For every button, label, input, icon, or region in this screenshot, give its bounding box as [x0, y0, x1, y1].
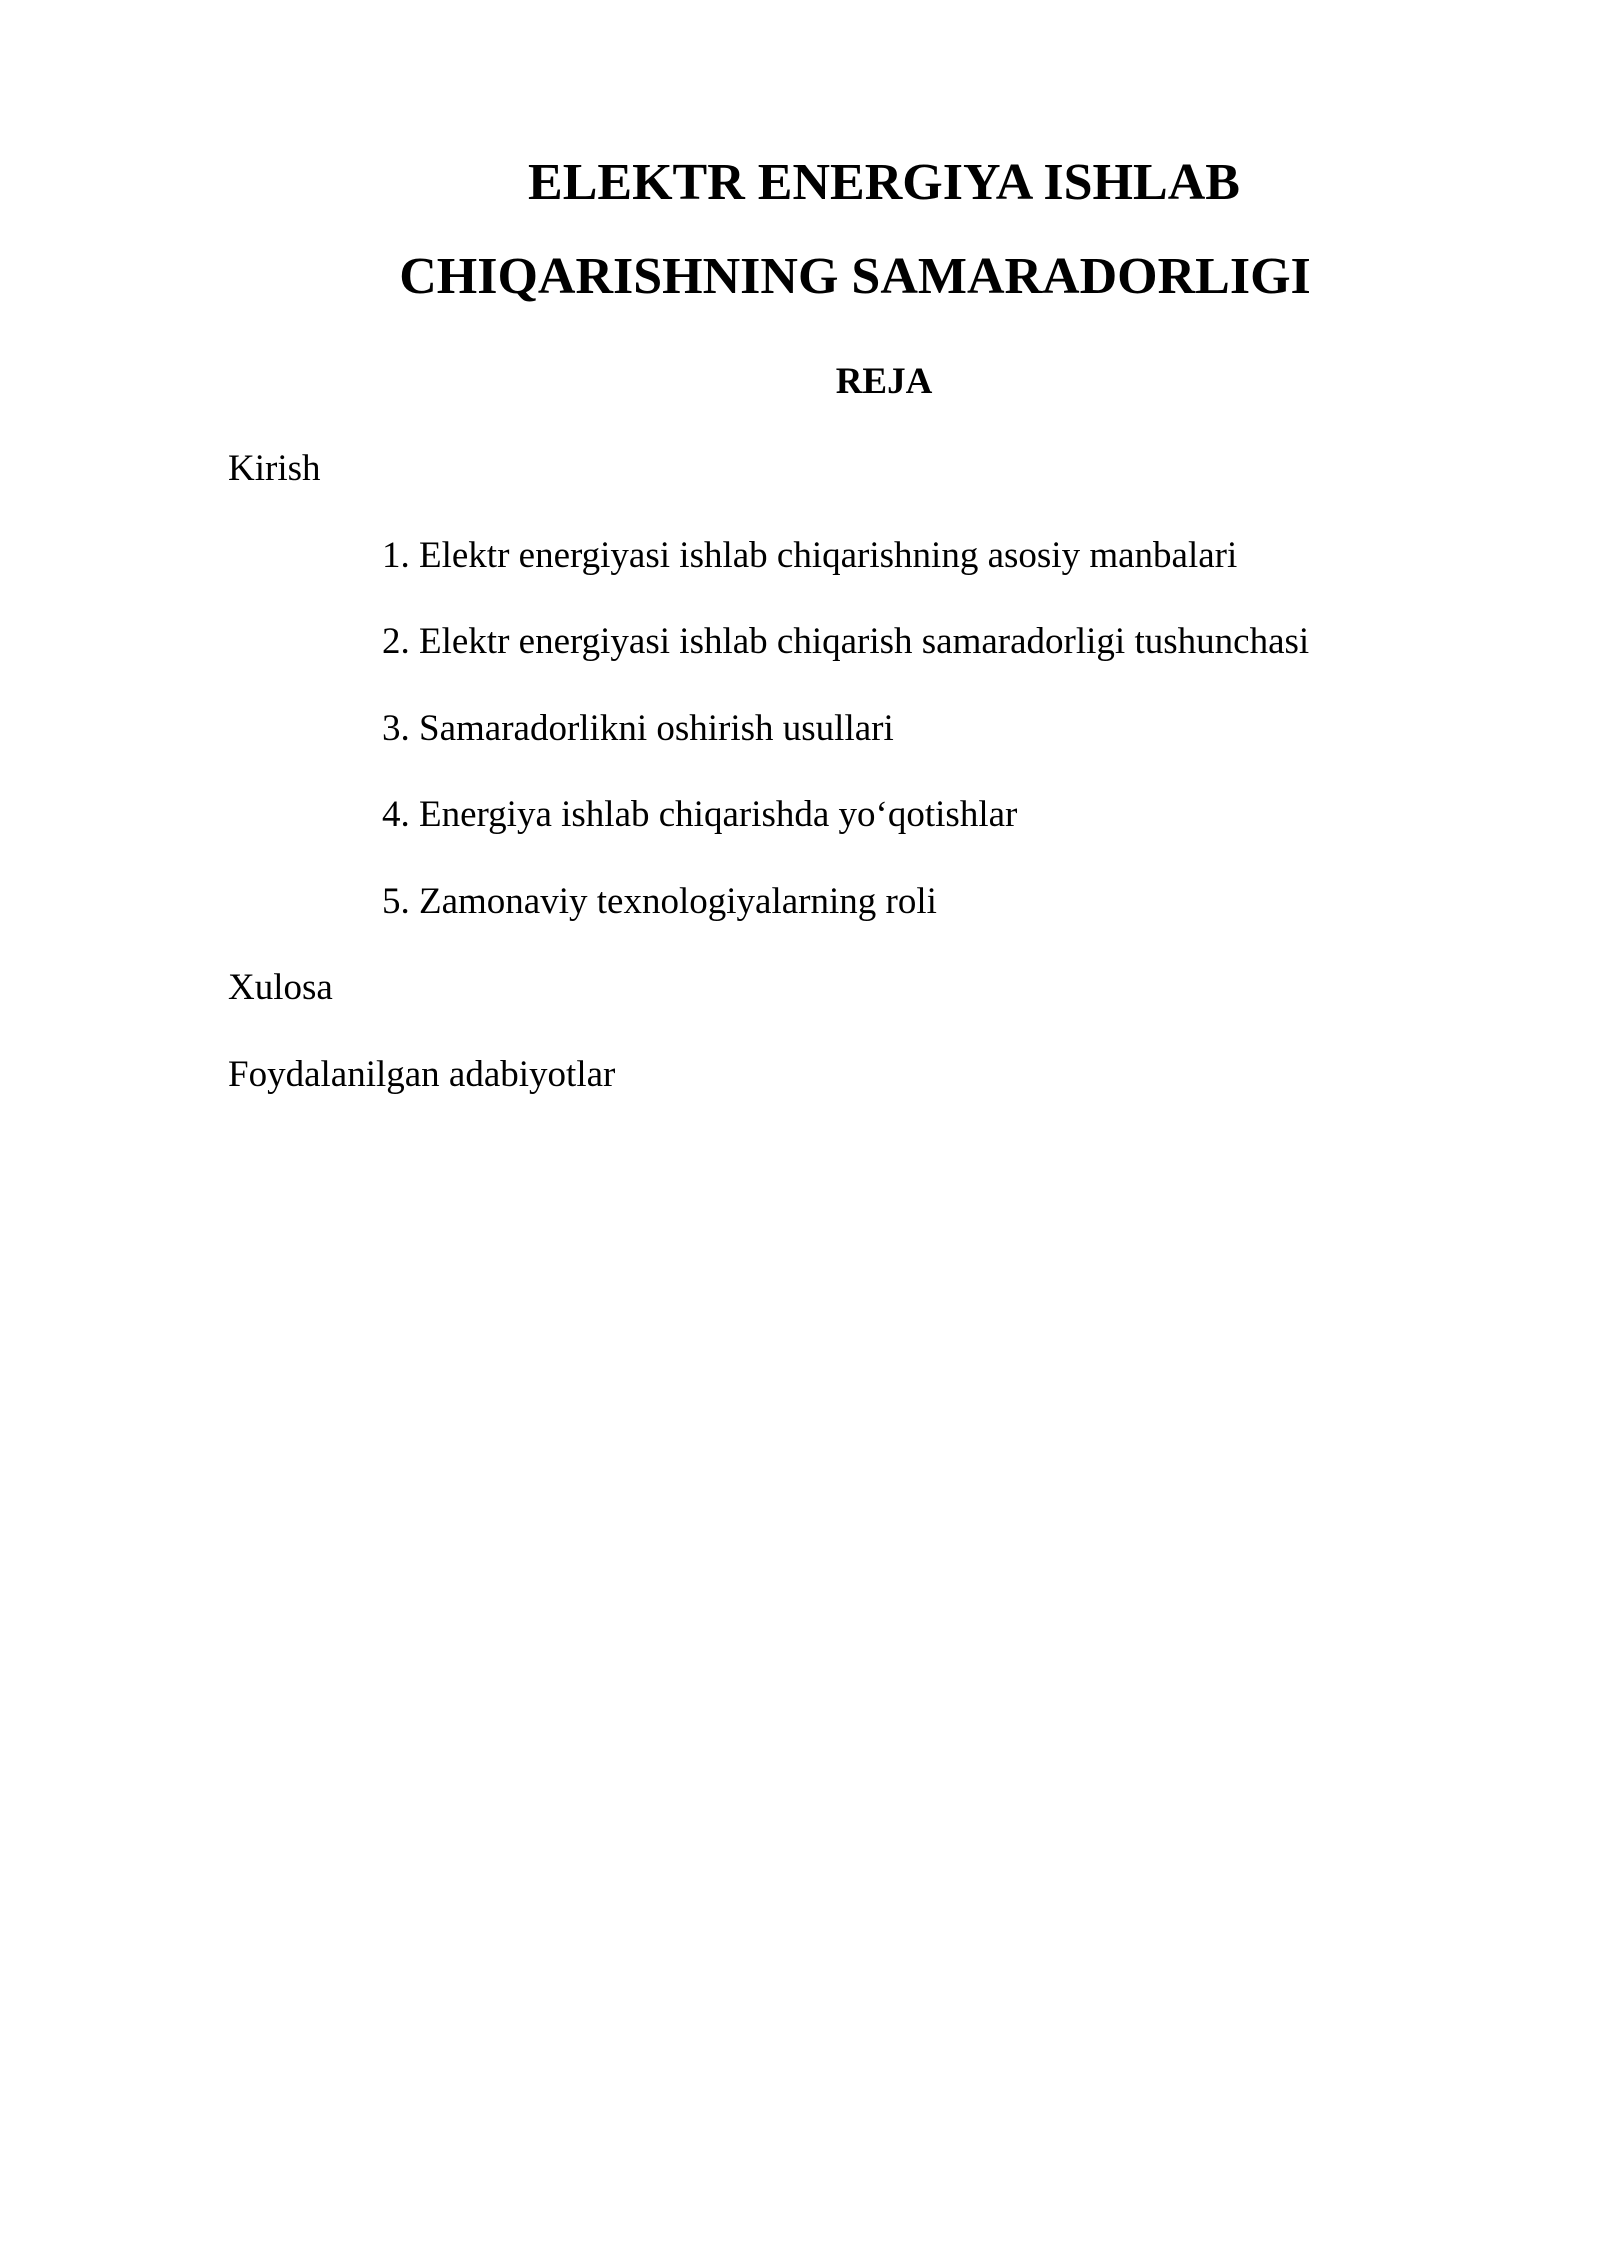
plan-item: 2. Elektr energiyasi ishlab chiqarish samaradorligi tushunchasi	[382, 621, 1310, 662]
document-title-line-1: ELEKTR ENERGIYA ISHLAB	[528, 154, 1240, 211]
intro-entry: Kirish	[228, 448, 321, 489]
references-entry: Foydalanilgan adabiyotlar	[228, 1054, 616, 1095]
plan-item: 3. Samaradorlikni oshirish usullari	[382, 708, 894, 749]
plan-item: 5. Zamonaviy texnologiyalarning roli	[382, 881, 937, 922]
plan-item: 1. Elektr energiyasi ishlab chiqarishning asosiy manbalari	[382, 535, 1238, 576]
plan-heading: REJA	[835, 361, 933, 402]
conclusion-entry: Xulosa	[228, 967, 333, 1008]
plan-item: 4. Energiya ishlab chiqarishda yo‘qotishlar	[382, 794, 1018, 835]
document-title-line-2: CHIQARISHNING SAMARADORLIGI	[399, 248, 1311, 305]
